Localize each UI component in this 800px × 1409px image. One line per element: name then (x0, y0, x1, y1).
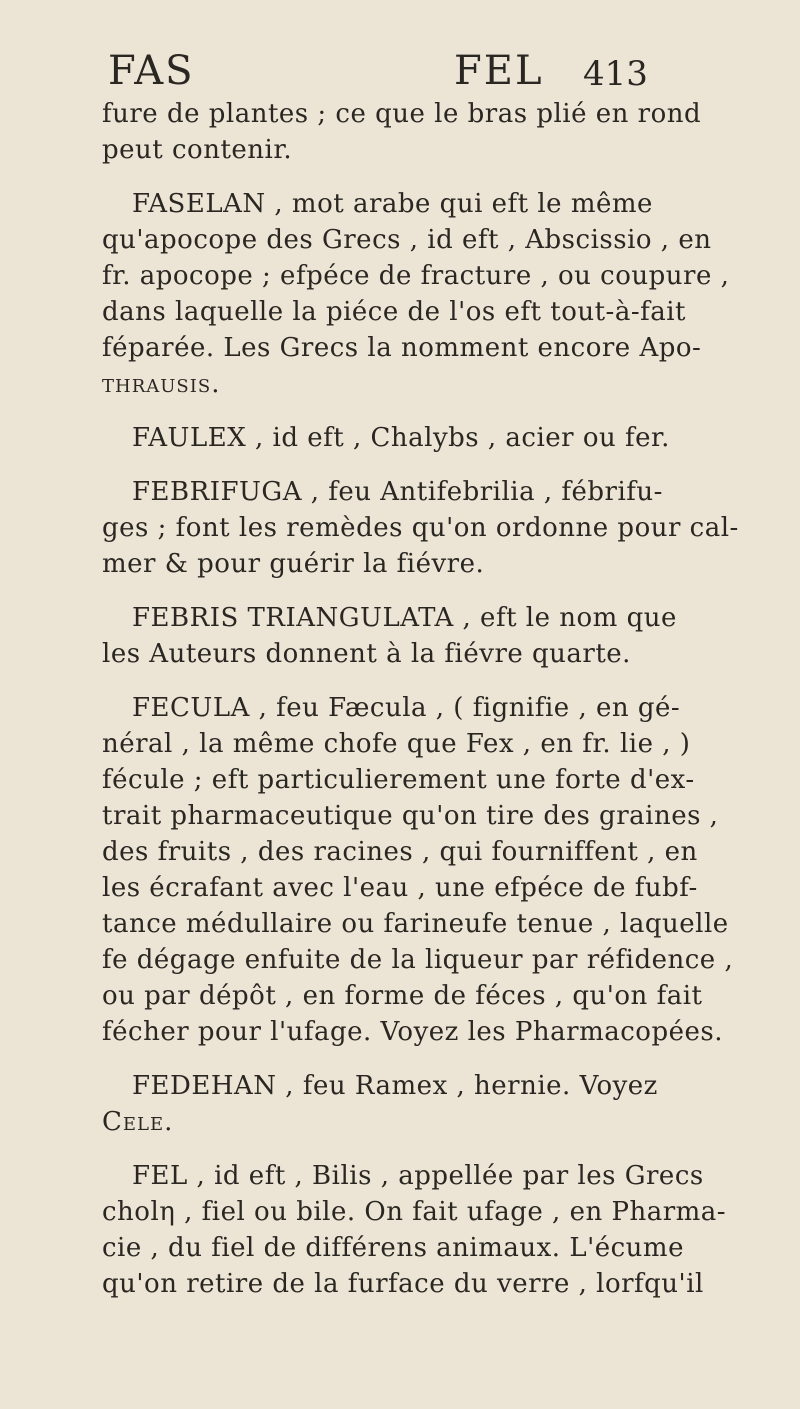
entry-febrifuga-line-1: FEBRIFUGA , feu Antifebrilia , fébrifu- (132, 477, 663, 507)
header-right-word: FEL (454, 48, 544, 94)
entry-fecula-line-8: fe dégage enfuite de la liqueur par réfidence , (102, 945, 734, 975)
entry-faselan-line-3: fr. apocope ; efpéce de fracture , ou coupure , (102, 261, 730, 291)
entry-fecula-line-9: ou par dépôt , en forme de féces , qu'on fait (102, 981, 703, 1011)
entry-fecula-line-6: les écrafant avec l'eau , une efpéce de fubf- (102, 873, 698, 903)
entry-fedehan-line-1: FEDEHAN , feu Ramex , hernie. Voyez (132, 1071, 658, 1101)
entry-faselan-line-2: qu'apocope des Grecs , id eft , Abscissio , en (102, 225, 712, 255)
entry-fecula-line-4: trait pharmaceutique qu'on tire des graines , (102, 801, 719, 831)
entry-fel-line-1: FEL , id eft , Bilis , appellée par les Grecs (132, 1161, 704, 1191)
running-header (108, 48, 788, 98)
entry-fel-line-4: qu'on retire de la furface du verre , lorfqu'il (102, 1269, 704, 1299)
entry-febris-line-1: FEBRIS TRIANGULATA , eft le nom que (132, 603, 677, 633)
entry-fedehan-line-2: Cele. (102, 1107, 174, 1137)
dictionary-text (102, 96, 800, 1302)
header-left-word: FAS (108, 48, 195, 94)
text-line-1: fure de plantes ; ce que le bras plié en rond (102, 99, 702, 129)
entry-fecula-line-10: fécher pour l'ufage. Voyez les Pharmacopées. (102, 1017, 723, 1047)
entry-faulex: FAULEX , id eft , Chalybs , acier ou fer. (132, 423, 670, 453)
entry-febrifuga-line-2: ges ; font les remèdes qu'on ordonne pour cal- (102, 513, 739, 543)
entry-faselan-line-4: dans laquelle la piéce de l'os eft tout-à-fait (102, 297, 687, 327)
entry-faselan-line-5: féparée. Les Grecs la nomment encore Apo- (102, 333, 702, 363)
entry-faselan-line-6: thrausis. (102, 369, 221, 399)
entry-fecula-line-3: fécule ; eft particulierement une forte d'ex- (102, 765, 695, 795)
entry-febrifuga-line-3: mer & pour guérir la fiévre. (102, 549, 485, 579)
text-line-2: peut contenir. (102, 135, 293, 165)
entry-febris-line-2: les Auteurs donnent à la fiévre quarte. (102, 639, 631, 669)
entry-fecula-line-7: tance médullaire ou farineufe tenue , laquelle (102, 909, 729, 939)
entry-fecula-line-5: des fruits , des racines , qui fourniffent , en (102, 837, 698, 867)
entry-fel-line-3: cie , du fiel de différens animaux. L'écume (102, 1233, 684, 1263)
entry-fecula-line-1: FECULA , feu Fæcula , ( fignifie , en gé- (132, 693, 681, 723)
entry-fel-line-2: cholη , fiel ou bile. On fait ufage , en Pharma- (102, 1197, 727, 1227)
page-number: 413 (583, 54, 648, 94)
entry-fecula-line-2: néral , la même chofe que Fex , en fr. lie , ) (102, 729, 691, 759)
entry-faselan-line-1: FASELAN , mot arabe qui eft le même (132, 189, 653, 219)
